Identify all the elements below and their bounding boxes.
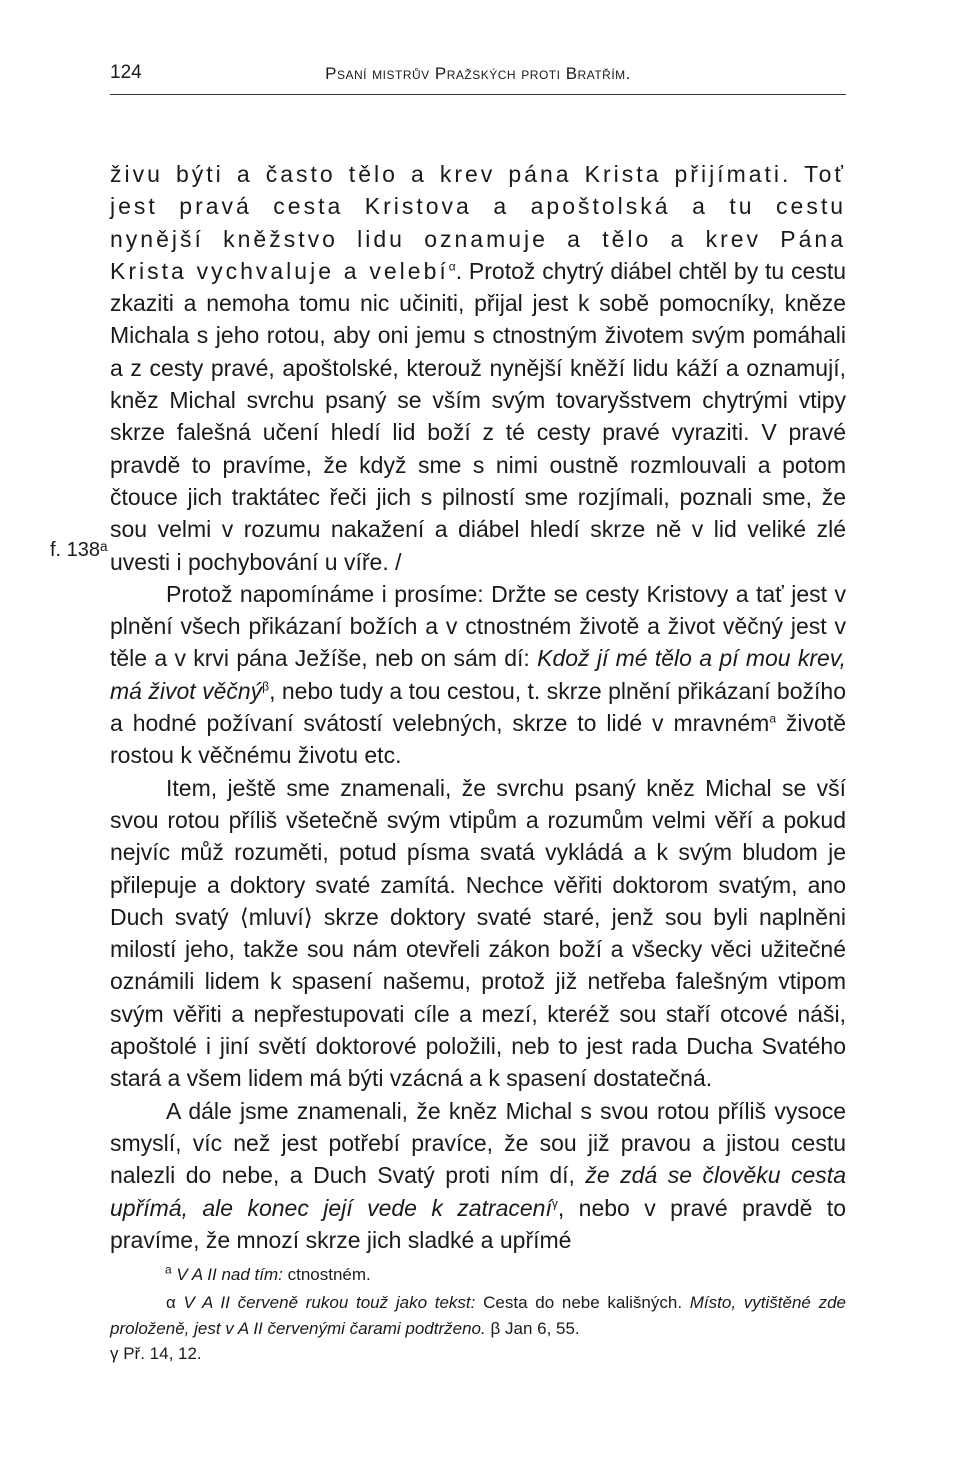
scripture-quote: Kdož jí mé tělo a pí mou krev, má život věčný — [110, 645, 846, 704]
footnote-a — [165, 1262, 845, 1287]
spaced-text: živu býti a často tělo a krev pána Krista přijímati. Toť jest pravá cesta Kristova a apoštolská a tu cestu nynější kněžstvo lidu oznamuje a tělo a krev Pána Krista vychvaluje a velebí — [110, 161, 846, 284]
footnote-marker: γ — [110, 1344, 119, 1363]
running-title: Psaní mistrův Pražských proti Bratřím. — [325, 64, 631, 83]
paragraph-text: A dále jsme znamenali, že kněz Michal s svou rotou příliš vysoce smyslí, víc než jest potřebí pravíce, že sou již pravou a jistou cestu nalezli do nebe, a Duch Svatý proti ním dí, — [110, 1097, 846, 1189]
footnote-marker: γ — [551, 1195, 558, 1210]
footnote-text: Jan 6, 55. — [500, 1318, 580, 1338]
footnote-italic: V A II nad tím: — [176, 1265, 283, 1284]
footnote-marker: α — [448, 259, 456, 274]
paragraph — [110, 578, 846, 772]
page-number: 124 — [110, 62, 142, 83]
footnote-marker: β — [490, 1318, 501, 1338]
footnote-text: ctnostném. — [282, 1265, 371, 1284]
paragraph-text: , nebo tudy a tou cestou, t. skrze plnění přikázaní božího a hodné požívaní svátostí velebných, skrze to lidé v mravném — [110, 677, 846, 737]
main-text — [110, 158, 846, 1256]
paragraph-text: životě rostou k věčnému životu etc. — [110, 710, 846, 769]
footnote-marker: β — [262, 679, 270, 694]
paragraph-text: , nebo v pravé pravdě to pravíme, že mnozí skrze jich sladké a upřímé — [110, 1194, 846, 1253]
paragraph — [110, 158, 846, 578]
paragraph — [110, 1095, 846, 1256]
paragraph: Item, ještě sme znamenali, že svrchu psaný kněz Michal se vší svou rotou příliš všetečně svým vtipům a rozumům velmi věří a pokud nejvíc můž rozuměti, potud písma svatá vykládá a k svým bludom je přilepuje a doktory svaté zamítá. Nechce věřiti doktorom svatým, ano Duch svatý ⟨mluví⟩ skrze doktory svaté staré, jenž sou byli naplněni milostí jeho, takže sou nám otevřeli zákon boží a všecky věci užitečné oznámili lidem k spasení našemu, protož již netřeba falešným vtipom svým věřiti a nepřestupovati cíle a mezí, kteréž sou staří otcové náši, apoštolé i jiní světí doktorové položili, neb to jest rada Ducha Svatého stará a všem lidem má býti vzácná a k spasení dostatečná. — [110, 774, 846, 1092]
footnote-text: Př. 14, 12. — [118, 1344, 202, 1363]
footnote — [110, 1290, 846, 1367]
folio-margin-note: f. 138ᵃ — [50, 539, 108, 561]
footnote-marker: a — [165, 1262, 172, 1277]
paragraph-text: Protož napomínáme i prosíme: Držte se cesty Kristovy a tať jest v plnění všech přikázaní božích a v ctnostném životě a život věčný jest v těle a v krvi pána Ježíše, neb on sám dí: — [110, 580, 846, 672]
header-rule — [110, 94, 846, 95]
footnote-marker: a — [769, 711, 776, 726]
footnote-italic: Místo, vytištěné zde proloženě, jest v A II červenými čarami podtrženo. — [110, 1293, 846, 1338]
footnote — [165, 1262, 845, 1287]
footnotes-greek — [110, 1290, 846, 1367]
footnote-text: Cesta do nebe kališných. — [475, 1293, 690, 1312]
footnote-marker: α — [166, 1293, 176, 1312]
scripture-quote: že zdá se člověku cesta upřímá, ale konec její vede k zatracení — [110, 1162, 846, 1221]
paragraph-text: . Protož chytrý diábel chtěl by tu cestu zkaziti a nemoha tomu nic učiniti, přijal jest k sobě pomocníky, kněze Michala s jeho rotou, aby oni jemu s ctnostným životem svým pomáhali a z cesty pravé, apoštolské, kterouž nynější kněží lidu káží a oznamují, kněz Michal svrchu psaný se vším svým tovaryšstvem chytrými vtipy skrze falešná učení hledí lid boží z té cesty pravé vyraziti. V pravé pravdě to pravíme, že když sme s nimi oustně rozmlouvali a potom čtouce jich traktátec řeči jich s pilností sme rozjímali, poznali sme, že sou velmi v rozumu nakažení a diábel hledí skrze ně v lid veliké zlé uvesti i pochybování u víře. / — [110, 257, 847, 575]
page-header — [110, 62, 846, 92]
footnote-italic: V A II červeně rukou touž jako tekst: — [183, 1293, 476, 1312]
